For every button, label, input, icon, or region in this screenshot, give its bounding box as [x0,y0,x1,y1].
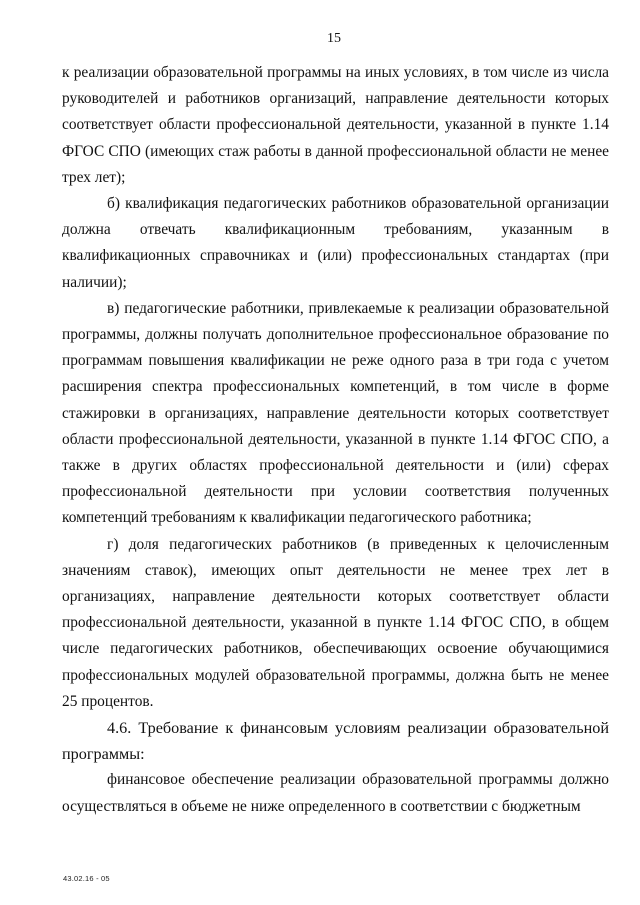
page-number: 15 [327,31,341,46]
paragraph-financial: финансовое обеспечение реализации образовательной программы должно осуществляться в объеме не ниже определенного в соответствии с бюджетным [62,771,609,815]
section-heading-4-6: 4.6. Требование к финансовым условиям реализации образовательной программы: [62,719,609,764]
paragraph-continuation: к реализации образовательной программы на иных условиях, в том числе из числа руководителей и работников организаций, направление деятельности которых соответствует области профессиональной деятельности, указанной в пункте 1.14 ФГОС СПО (имеющих стаж работы в данной профессиональной области не менее трех лет); [62,64,609,186]
footer-document-code: 43.02.16 - 05 [63,874,110,883]
paragraph-item-g: г) доля педагогических работников (в приведенных к целочисленным значениям ставок), имеющих опыт деятельности не менее трех лет в организациях, направление деятельности которых соответствует области профессиональной деятельности, указанной в пункте 1.14 ФГОС СПО, в общем числе педагогических работников, обеспечивающих освоение обучающимися профессиональных модулей образовательной программы, должна быть не менее 25 процентов. [62,535,609,710]
paragraph-item-v: в) педагогические работники, привлекаемые к реализации образовательной программы, должны получать дополнительное профессиональное образование по программам повышения квалификации не реже одного раза в три года с учетом расширения спектра профессиональных компетенций, в том числе в форме стажировки в организациях, направление деятельности которых соответствует области профессиональной деятельности, указанной в пункте 1.14 ФГОС СПО, а также в других областях профессиональной деятельности и (или) сферах профессиональной деятельности при условии соответствия полученных компетенций требованиям к квалификации педагогического работника; [62,299,609,527]
paragraph-item-b: б) квалификация педагогических работников образовательной организации должна отвечать квалификационным требованиям, указанным в квалификационных справочниках и (или) профессиональных стандартах (при наличии); [62,195,609,291]
document-body [62,60,609,820]
